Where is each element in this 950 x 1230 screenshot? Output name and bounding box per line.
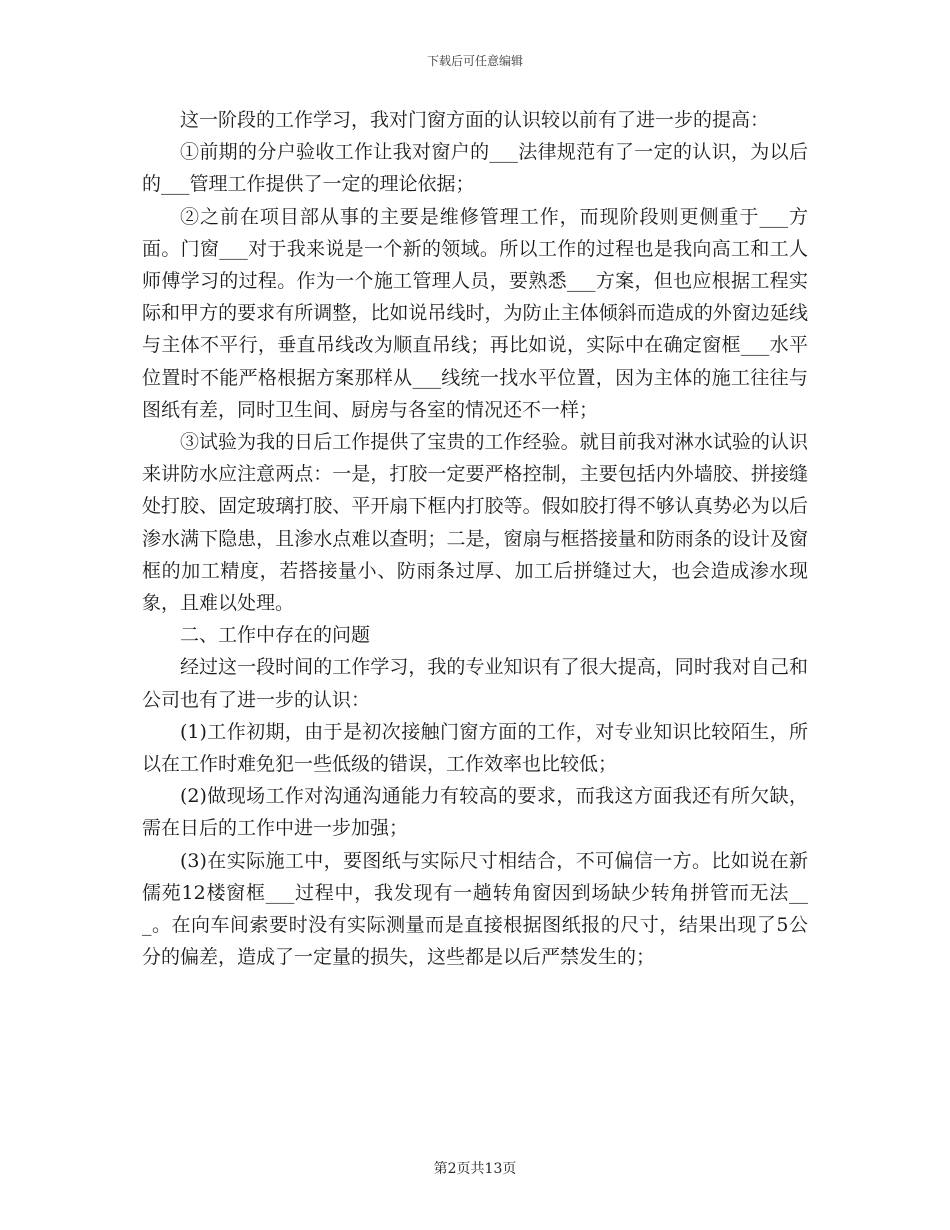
paragraph-item-2: ②之前在项目部从事的主要是维修管理工作，而现阶段则更侧重于___方面。门窗___对于我来说是一个新的领域。所以工作的过程也是我向高工和工人师傅学习的过程。作为一个施工管理人员，要熟悉___方案，但也应根据工程实际和甲方的要求有所调整，比如说吊线时，为防止主体倾斜而造成的外窗边延线与主体不平行，垂直吊线改为顺直吊线；再比如说，实际中在确定窗框___水平位置时不能严格根据方案那样从___线统一找水平位置，因为主体的施工往往与图纸有差，同时卫生间、厨房与各室的情况还不一样； [142, 205, 808, 421]
paragraph-problem-3: (3)在实际施工中，要图纸与实际尺寸相结合，不可偏信一方。比如说在新儒苑12楼窗框___过程中，我发现有一趟转角窗因到场缺少转角拼管而无法___。在向车间索要时没有实际测量而是直接根据图纸报的尺寸，结果出现了5公分的偏差，造成了一定量的损失，这些都是以后严禁发生的； [142, 849, 808, 969]
page-header: 下载后可任意编辑 [426, 54, 523, 68]
paragraph-item-3: ③试验为我的日后工作提供了宝贵的工作经验。就目前我对淋水试验的认识来讲防水应注意两点：一是，打胶一定要严格控制，主要包括内外墙胶、拼接缝处打胶、固定玻璃打胶、平开扇下框内打胶等。假如胶打得不够认真势必为以后渗水满下隐患，且渗水点难以查明；二是，窗扇与框搭接量和防雨条的设计及窗框的加工精度，若搭接量小、防雨条过厚、加工后拼缝过大，也会造成渗水现象，且难以处理。 [142, 431, 808, 615]
paragraph-problems-intro: 经过这一段时间的工作学习，我的专业知识有了很大提高，同时我对自己和公司也有了进一步的认识： [142, 656, 808, 711]
section-heading-problems: 二、工作中存在的问题 [180, 624, 371, 647]
paragraph-problem-2: (2)做现场工作对沟通沟通能力有较高的要求，而我这方面我还有所欠缺，需在日后的工作中进一步加强； [142, 785, 808, 840]
paragraph-intro: 这一阶段的工作学习，我对门窗方面的认识较以前有了进一步的提高： [180, 109, 770, 131]
document-body [142, 104, 808, 973]
paragraph-item-1: ①前期的分户验收工作让我对窗户的___法律规范有了一定的认识，为以后的___管理工作提供了一定的理论依据； [142, 141, 808, 196]
paragraph-problem-1: (1)工作初期，由于是初次接触门窗方面的工作，对专业知识比较陌生，所以在工作时难免犯一些低级的错误，工作效率也比较低； [142, 720, 808, 776]
page-number: 第2页共13页 [433, 1161, 517, 1177]
